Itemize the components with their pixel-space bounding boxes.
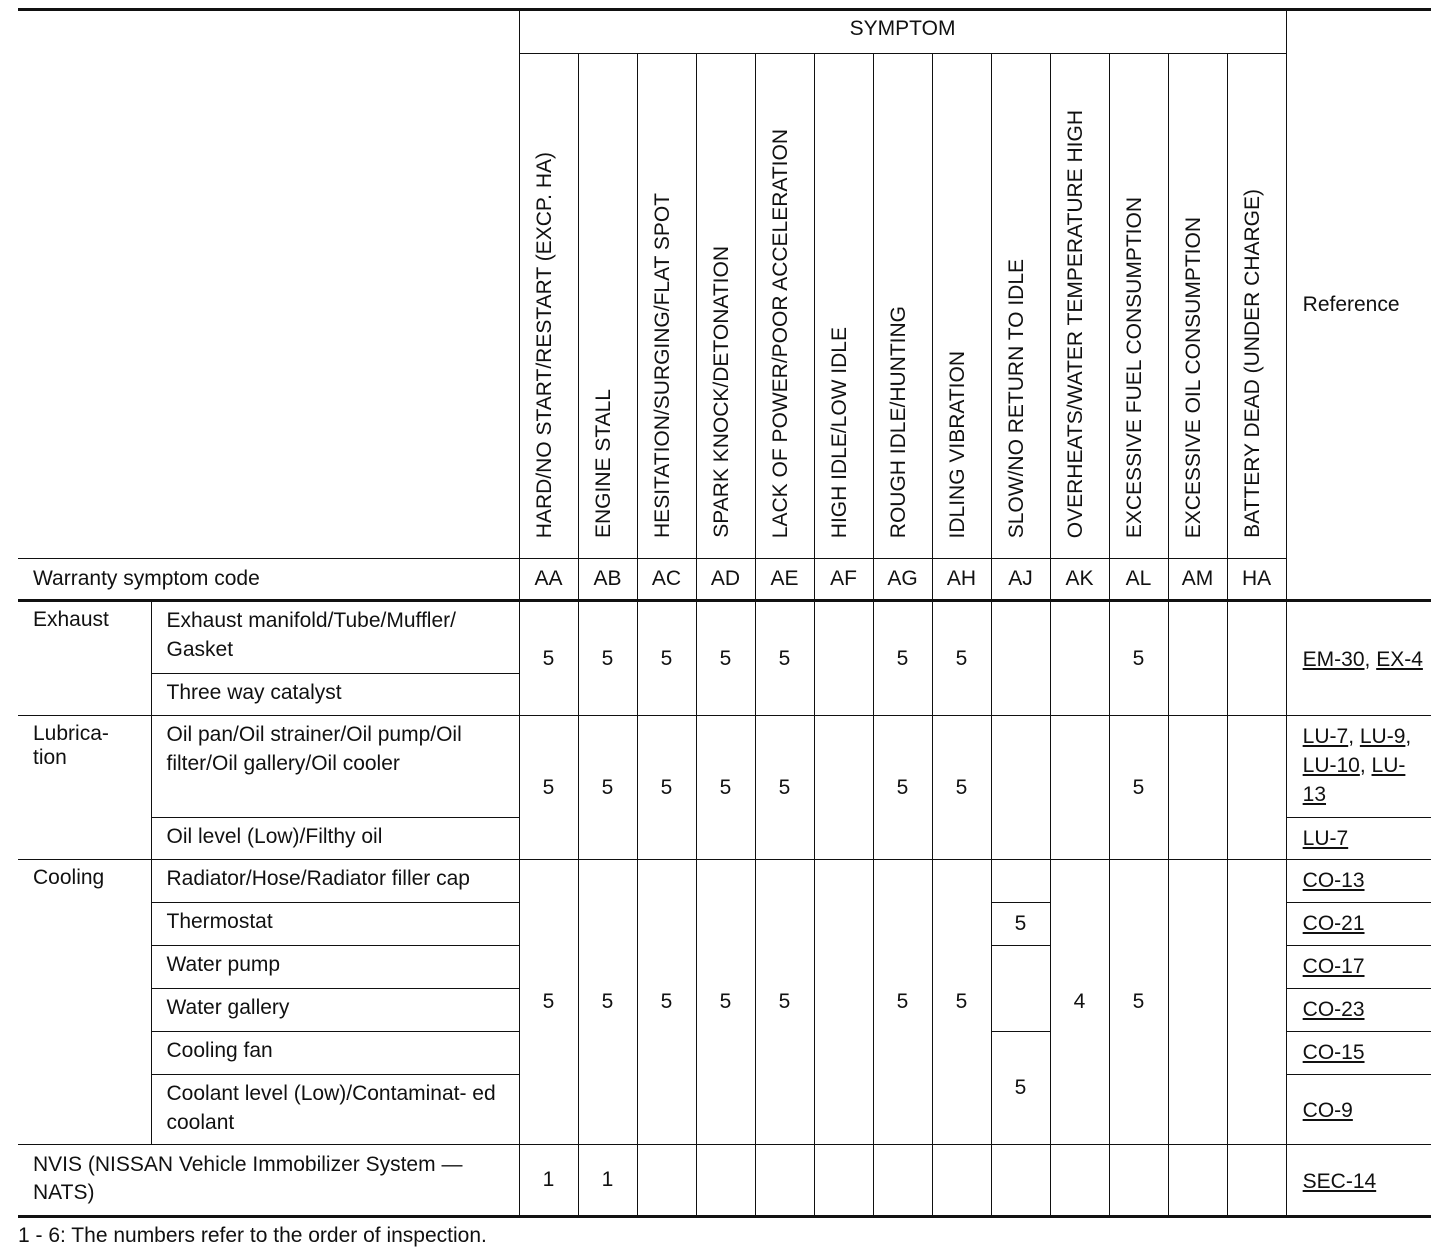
cell-value [1227, 860, 1286, 1145]
symptom-name: OVERHEATS/WATER TEMPERATURE HIGH [1063, 109, 1087, 538]
reference-link[interactable]: LU-9 [1359, 725, 1406, 748]
cell-value: 5 [519, 601, 578, 716]
symptom-column-header [519, 54, 578, 559]
reference-link[interactable]: LU-7 [1302, 827, 1349, 850]
cell-value: 5 [696, 716, 755, 860]
reference-link[interactable]: LU-13 [1302, 754, 1406, 806]
cell-value: 5 [755, 860, 814, 1145]
symptom-code: AL [1109, 559, 1168, 601]
warranty-code-label: Warranty symptom code [18, 559, 519, 601]
symptom-code: AA [519, 559, 578, 601]
symptom-name: BATTERY DEAD (UNDER CHARGE) [1240, 189, 1264, 538]
reference-link[interactable]: CO-23 [1302, 998, 1365, 1021]
symptom-name: SLOW/NO RETURN TO IDLE [1004, 258, 1028, 538]
category-exhaust: Exhaust [18, 601, 151, 716]
cell-value: 1 [578, 1145, 637, 1217]
cell-value: 5 [932, 601, 991, 716]
cell-value [814, 601, 873, 716]
cell-value [1168, 860, 1227, 1145]
item-cooling: Cooling fan [151, 1032, 519, 1075]
reference-link[interactable]: CO-9 [1302, 1099, 1353, 1122]
symptom-name: IDLING VIBRATION [945, 350, 969, 538]
reference-link[interactable]: SEC-14 [1302, 1169, 1377, 1193]
cell-value: 5 [932, 860, 991, 1145]
reference-link[interactable]: CO-13 [1302, 869, 1365, 892]
reference-link[interactable]: LU-10 [1302, 754, 1360, 777]
cell-value: 5 [755, 601, 814, 716]
reference-link[interactable]: LU-7 [1302, 725, 1349, 748]
reference-cooling [1286, 1032, 1431, 1075]
symptom-column-header [1168, 54, 1227, 559]
symptom-table [18, 8, 1431, 1218]
item-oil-pan: Oil pan/Oil strainer/Oil pump/Oil filter/Oil gallery/Oil cooler [151, 716, 519, 818]
symptom-name: HIGH IDLE/LOW IDLE [827, 326, 851, 538]
symptom-column-header [1109, 54, 1168, 559]
cell-value [1050, 1145, 1109, 1217]
cell-value [991, 860, 1050, 903]
cell-value: 5 [873, 716, 932, 860]
cell-value: 5 [991, 1032, 1050, 1145]
cell-value: 5 [578, 716, 637, 860]
cell-value [1050, 601, 1109, 716]
cell-value [1109, 1145, 1168, 1217]
reference-header: Reference [1286, 10, 1431, 601]
cell-value: 5 [637, 860, 696, 1145]
cell-value [1050, 716, 1109, 860]
symptom-column-header [696, 54, 755, 559]
item-oil-level: Oil level (Low)/Filthy oil [151, 818, 519, 860]
cell-value: 5 [578, 601, 637, 716]
reference-link[interactable]: EX-4 [1376, 648, 1423, 671]
cell-value [1227, 716, 1286, 860]
symptom-code: AJ [991, 559, 1050, 601]
cell-value [637, 1145, 696, 1217]
cell-value [1168, 1145, 1227, 1217]
symptom-code: AM [1168, 559, 1227, 601]
symptom-header: SYMPTOM [519, 10, 1286, 54]
corner-blank [18, 10, 519, 559]
cell-value: 5 [1109, 601, 1168, 716]
reference-nvis [1286, 1145, 1431, 1217]
cell-value: 5 [932, 716, 991, 860]
cell-value: 5 [637, 716, 696, 860]
reference-cooling [1286, 860, 1431, 903]
reference-cooling [1286, 1075, 1431, 1145]
cell-value [932, 1145, 991, 1217]
item-cooling: Coolant level (Low)/Contaminat- ed coolant [151, 1075, 519, 1145]
symptom-code: AB [578, 559, 637, 601]
cell-value [1227, 601, 1286, 716]
symptom-code: AF [814, 559, 873, 601]
symptom-code: AG [873, 559, 932, 601]
cell-value [991, 601, 1050, 716]
cell-value [991, 1145, 1050, 1217]
symptom-column-header [873, 54, 932, 559]
cell-value: 5 [755, 716, 814, 860]
cell-value: 5 [519, 716, 578, 860]
symptom-name: HARD/NO START/RESTART (EXCP. HA) [532, 151, 556, 538]
reference-oil-level [1286, 818, 1431, 860]
item-exhaust-manifold: Exhaust manifold/Tube/Muffler/ Gasket [151, 601, 519, 674]
symptom-code: HA [1227, 559, 1286, 601]
reference-lubrication: LU-7, LU-9, LU-10, LU-13 [1286, 716, 1431, 818]
reference-link[interactable]: CO-17 [1302, 955, 1365, 978]
cell-value: 5 [873, 860, 932, 1145]
item-cooling: Water gallery [151, 989, 519, 1032]
symptom-name: EXCESSIVE OIL CONSUMPTION [1181, 216, 1205, 538]
cell-value [755, 1145, 814, 1217]
cell-value: 1 [519, 1145, 578, 1217]
symptom-column-header [755, 54, 814, 559]
cell-value [1227, 1145, 1286, 1217]
symptom-column-header [637, 54, 696, 559]
reference-cooling [1286, 989, 1431, 1032]
cell-value: 4 [1050, 860, 1109, 1145]
cell-value: 5 [578, 860, 637, 1145]
cell-value: 5 [696, 601, 755, 716]
reference-link[interactable]: CO-21 [1302, 912, 1365, 935]
category-lubrication: Lubrica- tion [18, 716, 151, 860]
item-cooling: Thermostat [151, 903, 519, 946]
symptom-name: ENGINE STALL [591, 389, 615, 538]
cell-value: 5 [991, 903, 1050, 946]
symptom-code: AE [755, 559, 814, 601]
reference-cooling [1286, 946, 1431, 989]
symptom-name: ROUGH IDLE/HUNTING [886, 305, 910, 538]
cell-value: 5 [873, 601, 932, 716]
symptom-column-header [578, 54, 637, 559]
cell-value [991, 716, 1050, 860]
cell-value [991, 946, 1050, 1032]
cell-value [1168, 601, 1227, 716]
reference-exhaust: EM-30, EX-4 [1286, 601, 1431, 716]
symptom-name: HESITATION/SURGING/FLAT SPOT [650, 193, 674, 538]
symptom-column-header [1227, 54, 1286, 559]
symptom-code: AK [1050, 559, 1109, 601]
cell-value [696, 1145, 755, 1217]
symptom-code: AD [696, 559, 755, 601]
symptom-name: EXCESSIVE FUEL CONSUMPTION [1122, 196, 1146, 538]
cell-value [814, 1145, 873, 1217]
symptom-column-header [1050, 54, 1109, 559]
item-three-way-catalyst: Three way catalyst [151, 674, 519, 716]
symptom-name: LACK OF POWER/POOR ACCELERATION [768, 128, 792, 538]
item-nvis: NVIS (NISSAN Vehicle Immobilizer System — NATS) [18, 1145, 519, 1217]
cell-value: 5 [1109, 860, 1168, 1145]
cell-value: 5 [1109, 716, 1168, 860]
reference-link[interactable]: CO-15 [1302, 1041, 1365, 1064]
cell-value [1168, 716, 1227, 860]
category-cooling: Cooling [18, 860, 151, 1145]
symptom-code: AH [932, 559, 991, 601]
symptom-column-header [814, 54, 873, 559]
symptom-code: AC [637, 559, 696, 601]
symptom-column-header [932, 54, 991, 559]
reference-cooling [1286, 903, 1431, 946]
item-cooling: Water pump [151, 946, 519, 989]
item-cooling: Radiator/Hose/Radiator filler cap [151, 860, 519, 903]
footer-note: 1 - 6: The numbers refer to the order of inspection. [18, 1224, 487, 1247]
cell-value [814, 860, 873, 1145]
cell-value: 5 [637, 601, 696, 716]
cell-value: 5 [519, 860, 578, 1145]
cell-value [814, 716, 873, 860]
symptom-column-header [991, 54, 1050, 559]
cell-value: 5 [696, 860, 755, 1145]
cell-value [873, 1145, 932, 1217]
symptom-name: SPARK KNOCK/DETONATION [709, 246, 733, 538]
reference-link[interactable]: EM-30 [1302, 648, 1365, 671]
